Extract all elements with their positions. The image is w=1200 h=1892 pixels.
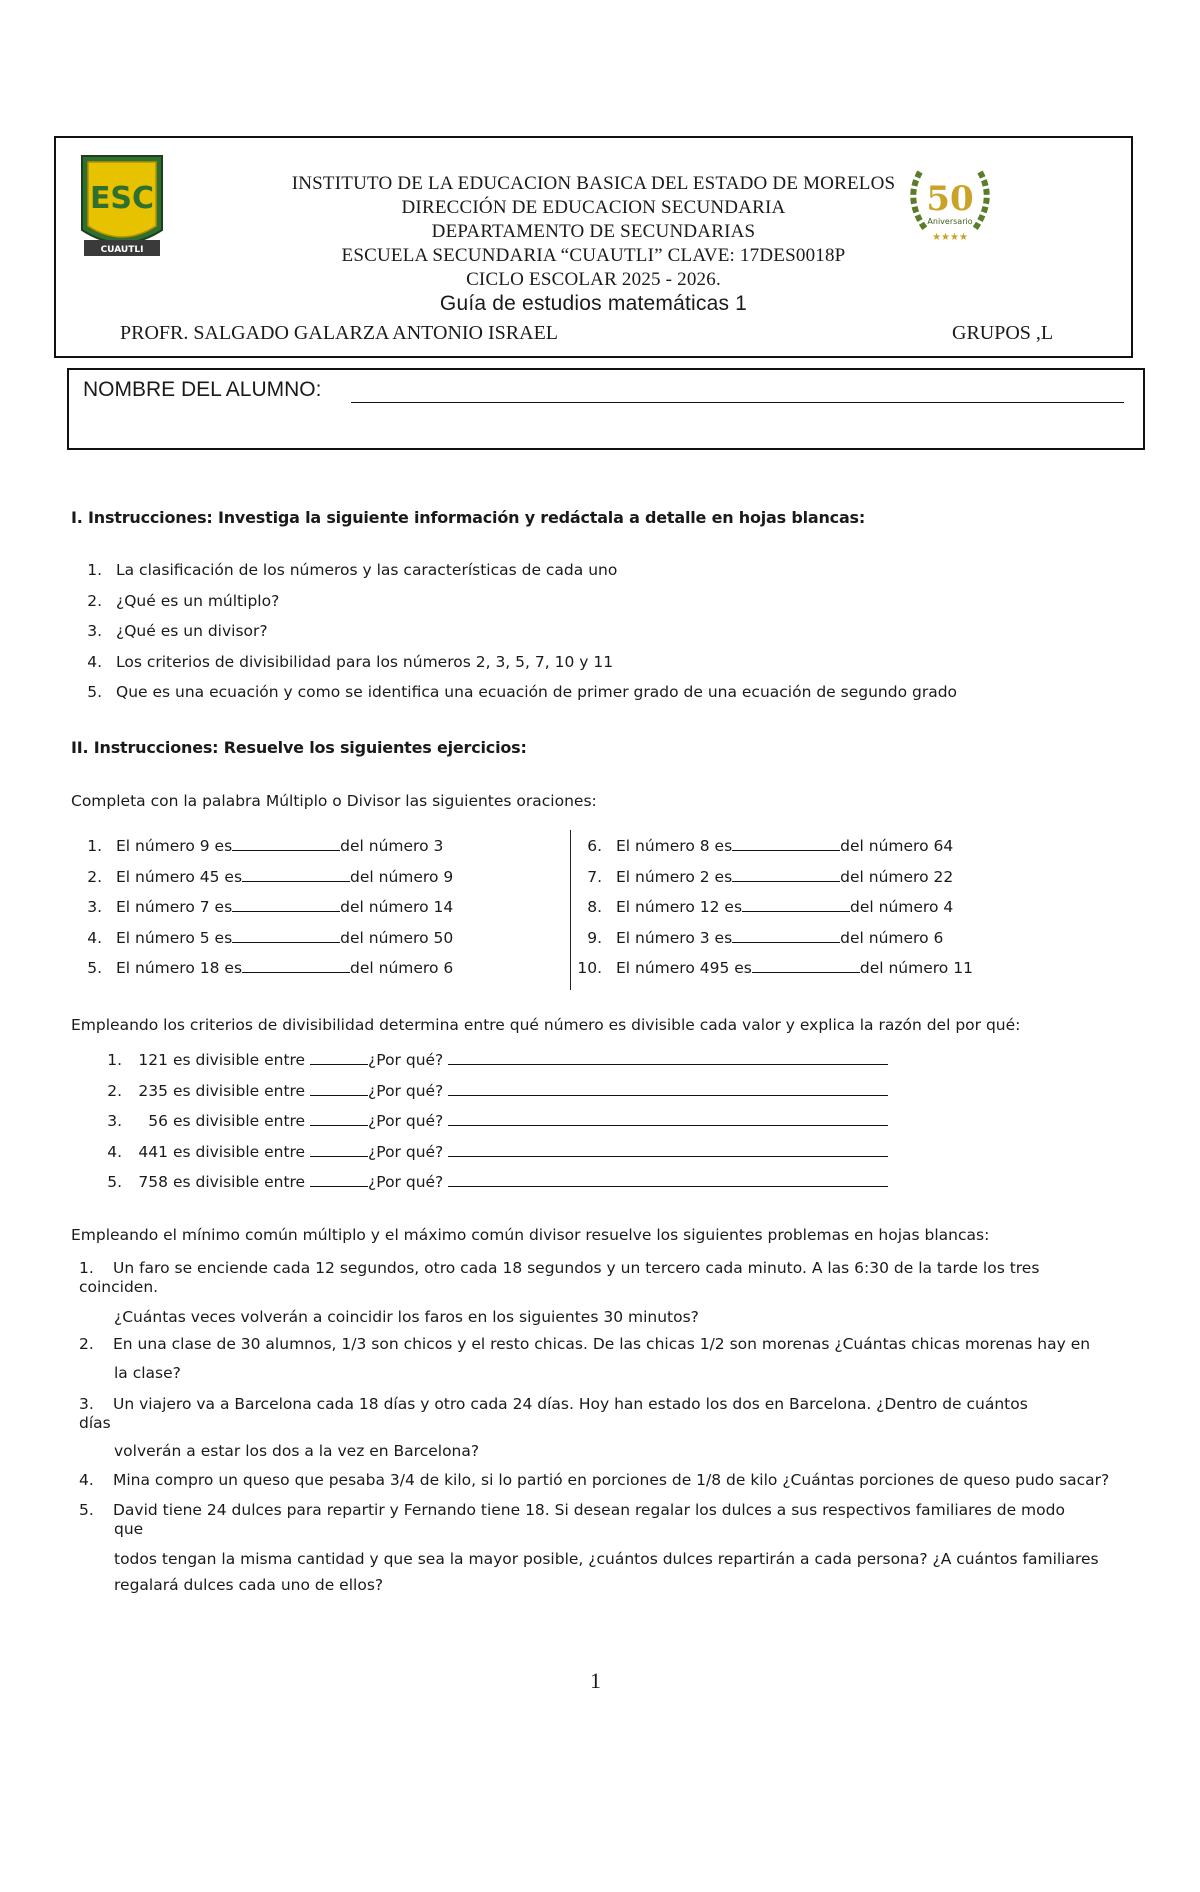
list-item: 2. ¿Qué es un múltiplo? (87, 591, 280, 610)
divisibility-intro: Empleando los criterios de divisibilidad determina entre qué número es divisible cada valor y explica la razón del por qué: (71, 1016, 1021, 1034)
list-item: 8. El número 12 es del número 4 (587, 898, 954, 916)
problem-2-line2: la clase? (114, 1364, 181, 1382)
list-item: 5. Que es una ecuación y como se identifica una ecuación de primer grado de una ecuación de segundo grado (87, 683, 958, 701)
header-department: DEPARTAMENTO DE SECUNDARIAS (431, 221, 756, 242)
reason-blank[interactable] (448, 1050, 888, 1065)
section1-list (62, 560, 957, 713)
divisor-blank[interactable] (310, 1050, 368, 1065)
complete-intro: Completa con la palabra Múltiplo o Divisor las siguientes oraciones: (71, 792, 597, 810)
guide-title: Guía de estudios matemáticas 1 (439, 292, 748, 315)
list-item: 7. El número 2 es del número 22 (587, 867, 954, 886)
header-institute: INSTITUTO DE LA EDUCACION BASICA DEL ESTADO DE MORELOS (291, 173, 896, 194)
answer-blank[interactable] (732, 836, 840, 851)
logo-right-text: 50 (926, 179, 974, 219)
list-item: 4. Los criterios de divisibilidad para los números 2, 3, 5, 7, 10 y 11 (87, 652, 614, 671)
list-item: 4. 441 es divisible entre ¿Por qué? (82, 1142, 888, 1173)
problem-5-line2: que (114, 1520, 144, 1538)
reason-blank[interactable] (448, 1172, 888, 1187)
problem-5-line3: todos tengan la misma cantidad y que sea la mayor posible, ¿cuántos dulces repartirán a cada persona? ¿A cuántos familiares (114, 1550, 1099, 1568)
reason-blank[interactable] (448, 1142, 888, 1157)
header-direction: DIRECCIÓN DE EDUCACION SECUNDARIA (401, 197, 786, 218)
list-item: 2. El número 45 es del número 9 (87, 867, 454, 886)
answer-blank[interactable] (732, 928, 840, 943)
student-name-box (67, 368, 1145, 450)
student-name-line[interactable] (351, 402, 1124, 403)
list-item: 9. El número 3 es del número 6 (587, 928, 944, 947)
logo-right-caption: Aniversario (927, 217, 973, 226)
problem-3-line2: días (79, 1414, 111, 1432)
list-item: 3. ¿Qué es un divisor? (87, 622, 268, 640)
list-item: 1. La clasificación de los números y las características de cada uno (87, 561, 618, 579)
answer-blank[interactable] (242, 867, 350, 882)
problem-1-line2: coinciden. (79, 1278, 159, 1296)
problem-5-line4: regalará dulces cada uno de ellos? (114, 1576, 384, 1594)
reason-blank[interactable] (448, 1111, 888, 1126)
complete-list-left (62, 836, 453, 989)
list-item: 6. El número 8 es del número 64 (587, 837, 954, 855)
header-school: ESCUELA SECUNDARIA “CUAUTLI” CLAVE: 17DES0018P (341, 245, 846, 266)
problem-3: 3. Un viajero va a Barcelona cada 18 días y otro cada 24 días. Hoy han estado los dos en Barcelona. ¿Dentro de cuántos (79, 1395, 1028, 1413)
problem-4: 4. Mina compro un queso que pesaba 3/4 de kilo, si lo partió en porciones de 1/8 de kilo ¿Cuántas porciones de queso pudo sacar? (79, 1471, 1110, 1489)
answer-blank[interactable] (742, 897, 850, 912)
section2-title: II. Instrucciones: Resuelve los siguientes ejercicios: (71, 738, 527, 757)
reason-blank[interactable] (448, 1081, 888, 1096)
problem-1: 1. Un faro se enciende cada 12 segundos, otro cada 18 segundos y un tercero cada minuto. A las 6:30 de la tarde los tres (79, 1259, 1040, 1277)
list-item: 1. 121 es divisible entre ¿Por qué? (82, 1050, 888, 1081)
logo-left-caption: CUAUTLI (100, 245, 144, 255)
problems-intro: Empleando el mínimo común múltiplo y el máximo común divisor resuelve los siguientes problemas en hojas blancas: (71, 1226, 990, 1244)
list-item: 3. 56 es divisible entre ¿Por qué? (82, 1111, 888, 1142)
list-item: 5. 758 es divisible entre ¿Por qué? (82, 1172, 888, 1203)
answer-blank[interactable] (732, 867, 840, 882)
teacher-name: PROFR. SALGADO GALARZA ANTONIO ISRAEL (120, 322, 558, 344)
divisor-blank[interactable] (310, 1142, 368, 1157)
page-number: 1 (590, 1668, 601, 1693)
student-name-label: NOMBRE DEL ALUMNO: (83, 378, 322, 401)
answer-blank[interactable] (232, 836, 340, 851)
stars-icon: ★★★★ (932, 232, 968, 243)
list-item: 2. 235 es divisible entre ¿Por qué? (82, 1081, 888, 1112)
answer-blank[interactable] (232, 928, 340, 943)
complete-list-right (562, 836, 973, 989)
section1-title: I. Instrucciones: Investiga la siguiente información y redáctala a detalle en hojas blancas: (71, 508, 866, 527)
logo-left-text: ESC (89, 181, 155, 216)
divisor-blank[interactable] (310, 1172, 368, 1187)
problem-2: 2. En una clase de 30 alumnos, 1/3 son chicos y el resto chicas. De las chicas 1/2 son morenas ¿Cuántas chicas morenas hay en (79, 1335, 1091, 1353)
groups-label: GRUPOS ,L (952, 322, 1054, 344)
header-cycle: CICLO ESCOLAR 2025 - 2026. (466, 269, 721, 290)
answer-blank[interactable] (242, 958, 350, 973)
list-item: 3. El número 7 es del número 14 (87, 898, 454, 916)
list-item: 10. El número 495 es del número 11 (577, 959, 973, 977)
problem-3-line3: volverán a estar los dos a la vez en Barcelona? (114, 1442, 480, 1460)
answer-blank[interactable] (752, 958, 860, 973)
list-item: 1. El número 9 es del número 3 (87, 837, 444, 855)
header-box (54, 136, 1133, 358)
problem-5: 5. David tiene 24 dulces para repartir y Fernando tiene 18. Si desean regalar los dulces a sus respectivos familiares de modo (79, 1501, 1065, 1519)
list-item: 4. El número 5 es del número 50 (87, 928, 454, 947)
divisor-blank[interactable] (310, 1081, 368, 1096)
answer-blank[interactable] (232, 897, 340, 912)
divisor-blank[interactable] (310, 1111, 368, 1126)
list-item: 5. El número 18 es del número 6 (87, 959, 454, 977)
problem-1-line3: ¿Cuántas veces volverán a coincidir los faros en los siguientes 30 minutos? (114, 1308, 699, 1326)
divisibility-list (82, 1050, 888, 1203)
